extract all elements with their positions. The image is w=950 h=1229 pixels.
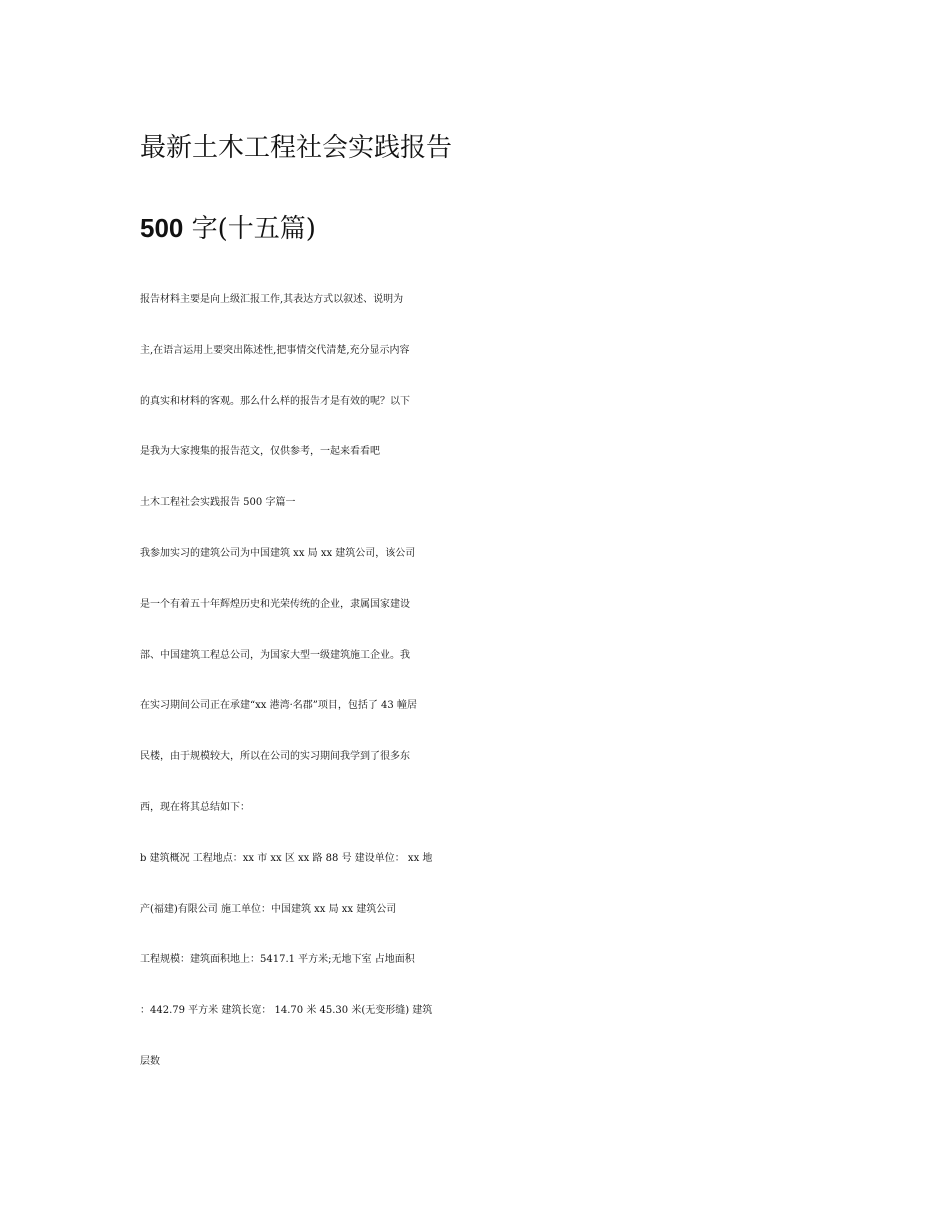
body-line-7: 是一个有着五十年辉煌历史和光荣传统的企业，隶属国家建设 — [140, 599, 410, 610]
section-heading: 土木工程社会实践报告 500 字篇一 — [140, 497, 296, 508]
body-line-13: 产(福建)有限公司 施工单位：中国建筑 xx 局 xx 建筑公司 — [140, 904, 397, 915]
body-line-6: 我参加实习的建筑公司为中国建筑 xx 局 xx 建筑公司，该公司 — [140, 548, 416, 559]
title-number: 500 — [140, 213, 184, 243]
body-line-8: 部、中国建筑工程总公司，为国家大型一级建筑施工企业。我 — [140, 650, 410, 661]
body-line-14: 工程规模：建筑面积地上：5417.1 平方米;无地下室 占地面积 — [140, 954, 415, 965]
body-line-12: b 建筑概况 工程地点：xx 市 xx 区 xx 路 88 号 建设单位： xx 地 — [140, 853, 433, 864]
document-title-line-2 — [140, 198, 840, 259]
body-line-3: 的真实和材料的客观。那么什么样的报告才是有效的呢？以下 — [140, 396, 410, 407]
body-line-9: 在实习期间公司正在承建“xx 港湾·名郡”项目，包括了 43 幢居 — [140, 700, 417, 711]
document-title-line-1: 最新土木工程社会实践报告 — [140, 133, 453, 163]
title-suffix: 字(十五篇) — [183, 214, 316, 244]
body-line-10: 民楼，由于规模较大，所以在公司的实习期间我学到了很多东 — [140, 751, 410, 762]
body-line-2: 主,在语言运用上要突出陈述性,把事情交代清楚,充分显示内容 — [140, 345, 410, 356]
body-line-16: 层数 — [140, 1056, 160, 1067]
body-line-15: ：442.79 平方米 建筑长宽： 14.70 米 45.30 米(无变形缝) 建筑 — [140, 1005, 433, 1016]
body-line-11: 西，现在将其总结如下： — [140, 802, 250, 813]
body-line-4: 是我为大家搜集的报告范文，仅供参考，一起来看看吧 — [140, 446, 380, 457]
body-line-1: 报告材料主要是向上级汇报工作,其表达方式以叙述、说明为 — [140, 294, 404, 305]
